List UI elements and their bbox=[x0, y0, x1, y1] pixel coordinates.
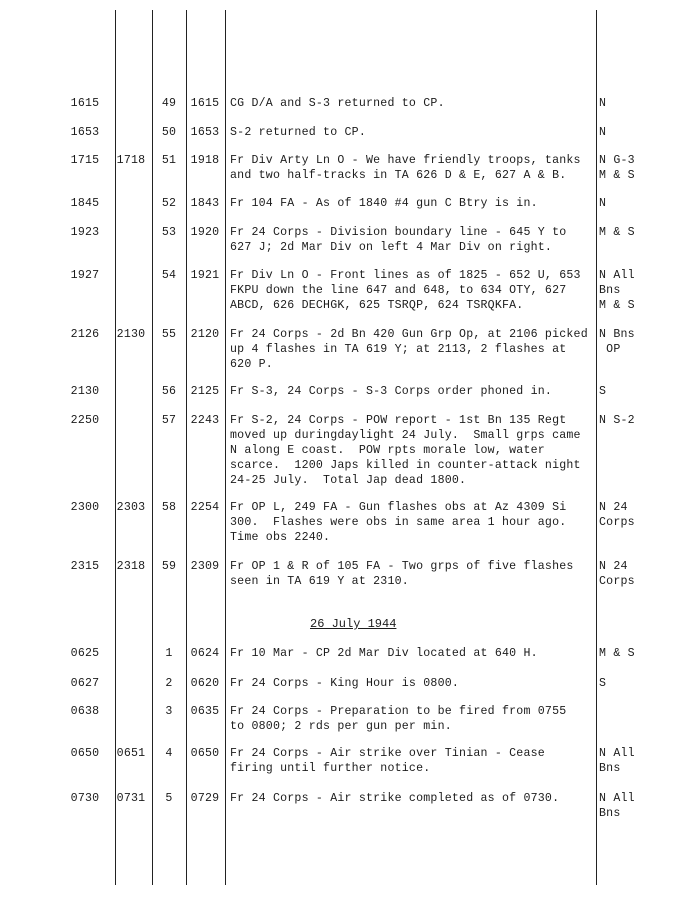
message-line: Fr OP L, 249 FA - Gun flashes obs at Az 4309 Si bbox=[230, 501, 567, 514]
time-in: 2250 bbox=[70, 414, 100, 427]
message-time: 2243 bbox=[190, 414, 220, 427]
disposition-line: N G-3 bbox=[599, 154, 635, 167]
serial-number: 55 bbox=[161, 328, 177, 341]
message-line: 24-25 July. Total Jap dead 1800. bbox=[230, 474, 467, 487]
column-rule bbox=[225, 10, 226, 885]
disposition bbox=[599, 413, 689, 428]
disposition-line: N Bns bbox=[599, 328, 635, 341]
serial-number: 51 bbox=[161, 154, 177, 167]
time-in: 1927 bbox=[70, 269, 100, 282]
message-time: 2309 bbox=[190, 560, 220, 573]
serial-number: 5 bbox=[165, 792, 173, 805]
disposition-line: Bns bbox=[599, 762, 621, 775]
disposition bbox=[599, 746, 689, 776]
message-time: 0620 bbox=[190, 677, 220, 690]
message-line: 620 P. bbox=[230, 358, 273, 371]
message-line: FKPU down the line 647 and 648, to 634 OTY, 627 bbox=[230, 284, 567, 297]
disposition-line: N 24 bbox=[599, 501, 628, 514]
disposition bbox=[599, 559, 689, 589]
message-line: and two half-tracks in TA 626 D & E, 627 A & B. bbox=[230, 169, 567, 182]
time-in: 0650 bbox=[70, 747, 100, 760]
message-text bbox=[230, 196, 594, 211]
message-time: 1653 bbox=[190, 126, 220, 139]
message-text bbox=[230, 384, 594, 399]
message-text bbox=[230, 225, 594, 255]
disposition-line: M & S bbox=[599, 647, 635, 660]
time-in: 0627 bbox=[70, 677, 100, 690]
disposition-line: Corps bbox=[599, 516, 635, 529]
message-line: to 0800; 2 rds per gun per min. bbox=[230, 720, 452, 733]
message-text bbox=[230, 704, 594, 734]
time-out: 2303 bbox=[116, 501, 146, 514]
message-time: 0624 bbox=[190, 647, 220, 660]
serial-number: 49 bbox=[161, 97, 177, 110]
time-in: 1923 bbox=[70, 226, 100, 239]
message-line: firing until further notice. bbox=[230, 762, 431, 775]
time-in: 1845 bbox=[70, 197, 100, 210]
disposition-line: N All bbox=[599, 269, 635, 282]
disposition bbox=[599, 96, 689, 111]
serial-number: 2 bbox=[165, 677, 173, 690]
message-time: 1918 bbox=[190, 154, 220, 167]
disposition bbox=[599, 676, 689, 691]
message-line: CG D/A and S-3 returned to CP. bbox=[230, 97, 445, 110]
disposition-line: M & S bbox=[599, 169, 635, 182]
message-line: N along E coast. POW rpts morale low, water bbox=[230, 444, 545, 457]
time-in: 2315 bbox=[70, 560, 100, 573]
message-text bbox=[230, 559, 594, 589]
disposition-line: N bbox=[599, 97, 607, 110]
message-line: 300. Flashes were obs in same area 1 hour ago. bbox=[230, 516, 567, 529]
message-text bbox=[230, 96, 594, 111]
disposition-line: Bns bbox=[599, 807, 621, 820]
time-in: 1715 bbox=[70, 154, 100, 167]
time-out: 0651 bbox=[116, 747, 146, 760]
message-text bbox=[230, 125, 594, 140]
time-out: 0731 bbox=[116, 792, 146, 805]
disposition-line: Corps bbox=[599, 575, 635, 588]
serial-number: 1 bbox=[165, 647, 173, 660]
time-out: 1718 bbox=[116, 154, 146, 167]
disposition-line: N S-2 bbox=[599, 414, 635, 427]
message-line: scarce. 1200 Japs killed in counter-attack night bbox=[230, 459, 581, 472]
disposition-line: N All bbox=[599, 747, 635, 760]
serial-number: 50 bbox=[161, 126, 177, 139]
message-line: moved up duringdaylight 24 July. Small grps came bbox=[230, 429, 581, 442]
message-text bbox=[230, 646, 594, 661]
message-line: Fr 24 Corps - Division boundary line - 645 Y to bbox=[230, 226, 567, 239]
message-time: 0650 bbox=[190, 747, 220, 760]
time-out: 2318 bbox=[116, 560, 146, 573]
time-out: 2130 bbox=[116, 328, 146, 341]
message-line: 627 J; 2d Mar Div on left 4 Mar Div on right. bbox=[230, 241, 553, 254]
column-rule bbox=[152, 10, 153, 885]
disposition bbox=[599, 196, 689, 211]
serial-number: 59 bbox=[161, 560, 177, 573]
message-line: S-2 returned to CP. bbox=[230, 126, 366, 139]
disposition-line: N bbox=[599, 197, 607, 210]
message-time: 2254 bbox=[190, 501, 220, 514]
serial-number: 4 bbox=[165, 747, 173, 760]
message-time: 2120 bbox=[190, 328, 220, 341]
disposition-line: N All bbox=[599, 792, 635, 805]
disposition bbox=[599, 268, 689, 313]
message-line: Fr 104 FA - As of 1840 #4 gun C Btry is in. bbox=[230, 197, 538, 210]
disposition bbox=[599, 500, 689, 530]
disposition-line: M & S bbox=[599, 299, 635, 312]
time-in: 0638 bbox=[70, 705, 100, 718]
message-time: 1921 bbox=[190, 269, 220, 282]
message-line: Fr 24 Corps - Preparation to be fired from 0755 bbox=[230, 705, 567, 718]
message-text bbox=[230, 791, 594, 806]
message-text bbox=[230, 746, 594, 776]
disposition bbox=[599, 646, 689, 661]
time-in: 2130 bbox=[70, 385, 100, 398]
message-line: Fr OP 1 & R of 105 FA - Two grps of five flashes bbox=[230, 560, 574, 573]
message-line: Fr 10 Mar - CP 2d Mar Div located at 640 H. bbox=[230, 647, 538, 660]
serial-number: 53 bbox=[161, 226, 177, 239]
message-line: up 4 flashes in TA 619 Y; at 2113, 2 flashes at bbox=[230, 343, 567, 356]
message-time: 0635 bbox=[190, 705, 220, 718]
serial-number: 58 bbox=[161, 501, 177, 514]
message-text bbox=[230, 327, 594, 372]
disposition bbox=[599, 384, 689, 399]
date-heading: 26 July 1944 bbox=[310, 617, 397, 631]
message-line: ABCD, 626 DECHGK, 625 TSRQP, 624 TSRQKFA. bbox=[230, 299, 524, 312]
message-line: Fr S-2, 24 Corps - POW report - 1st Bn 135 Regt bbox=[230, 414, 567, 427]
message-time: 1920 bbox=[190, 226, 220, 239]
disposition-line: Bns bbox=[599, 284, 621, 297]
message-line: Fr Div Ln O - Front lines as of 1825 - 652 U, 653 bbox=[230, 269, 581, 282]
disposition-line: OP bbox=[599, 343, 621, 356]
time-in: 1653 bbox=[70, 126, 100, 139]
message-time: 1843 bbox=[190, 197, 220, 210]
serial-number: 56 bbox=[161, 385, 177, 398]
message-text bbox=[230, 500, 594, 545]
disposition-line: M & S bbox=[599, 226, 635, 239]
message-line: Time obs 2240. bbox=[230, 531, 331, 544]
message-time: 1615 bbox=[190, 97, 220, 110]
message-text bbox=[230, 676, 594, 691]
time-in: 0730 bbox=[70, 792, 100, 805]
time-in: 2126 bbox=[70, 328, 100, 341]
message-line: Fr 24 Corps - King Hour is 0800. bbox=[230, 677, 460, 690]
disposition-line: N bbox=[599, 126, 607, 139]
time-in: 1615 bbox=[70, 97, 100, 110]
message-time: 0729 bbox=[190, 792, 220, 805]
disposition-line: S bbox=[599, 677, 607, 690]
disposition bbox=[599, 225, 689, 240]
time-in: 0625 bbox=[70, 647, 100, 660]
message-line: Fr 24 Corps - Air strike over Tinian - Cease bbox=[230, 747, 545, 760]
disposition-line: N 24 bbox=[599, 560, 628, 573]
serial-number: 52 bbox=[161, 197, 177, 210]
message-line: Fr Div Arty Ln O - We have friendly troops, tanks bbox=[230, 154, 581, 167]
message-text bbox=[230, 413, 594, 488]
message-line: Fr 24 Corps - Air strike completed as of 0730. bbox=[230, 792, 560, 805]
time-in: 2300 bbox=[70, 501, 100, 514]
serial-number: 3 bbox=[165, 705, 173, 718]
disposition bbox=[599, 153, 689, 183]
message-time: 2125 bbox=[190, 385, 220, 398]
message-text bbox=[230, 268, 594, 313]
serial-number: 54 bbox=[161, 269, 177, 282]
serial-number: 57 bbox=[161, 414, 177, 427]
disposition bbox=[599, 791, 689, 821]
column-rule bbox=[596, 10, 597, 885]
message-line: Fr 24 Corps - 2d Bn 420 Gun Grp Op, at 2106 picked bbox=[230, 328, 588, 341]
disposition-line: S bbox=[599, 385, 607, 398]
disposition bbox=[599, 327, 689, 357]
message-line: seen in TA 619 Y at 2310. bbox=[230, 575, 409, 588]
message-text bbox=[230, 153, 594, 183]
message-line: Fr S-3, 24 Corps - S-3 Corps order phoned in. bbox=[230, 385, 553, 398]
disposition bbox=[599, 125, 689, 140]
